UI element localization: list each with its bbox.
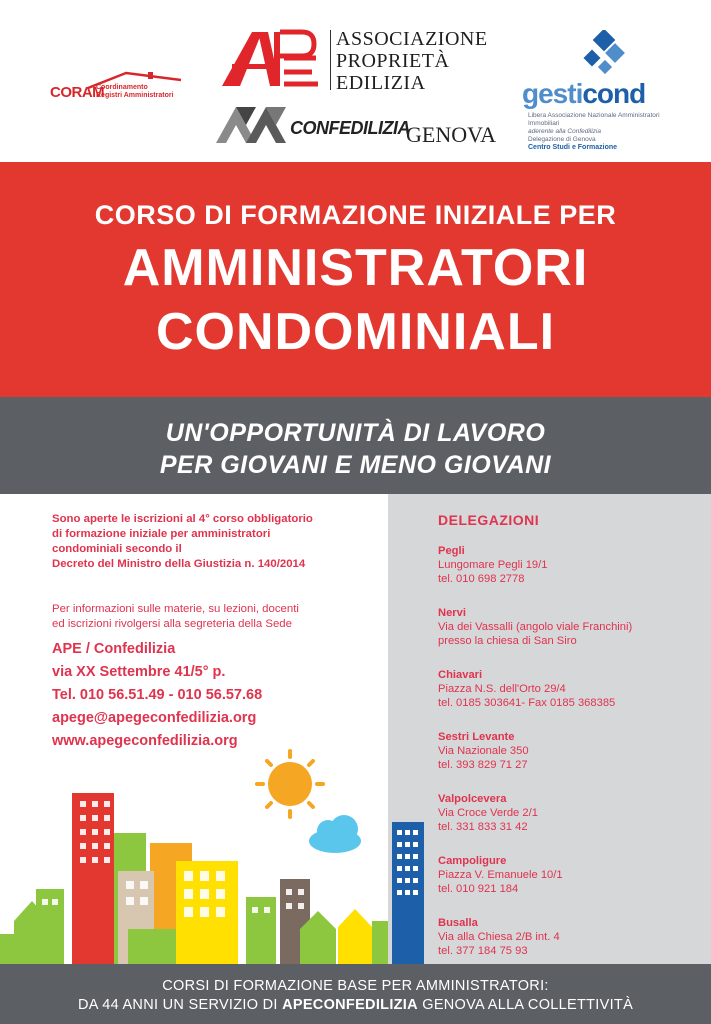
intro-line: Decreto del Ministro della Giustizia n. 140/2014 <box>52 558 306 570</box>
delegation-address: Via dei Vassalli (angolo viale Franchini) <box>438 621 633 633</box>
delegations-title: DELEGAZIONI <box>438 512 540 528</box>
delegation-address: Via alla Chiesa 2/B int. 4 <box>438 931 560 943</box>
banner-line1: CORSO DI FORMAZIONE INIZIALE PER <box>94 200 617 230</box>
gesticond-subtitle <box>528 112 668 152</box>
contact-org: APE / Confedilizia <box>52 641 176 657</box>
banner-line2: AMMINISTRATORI <box>122 239 589 297</box>
sun-icon <box>257 751 323 817</box>
delegation-address: Via Nazionale 350 <box>438 745 529 757</box>
intro-line: condominiali secondo il <box>52 543 182 555</box>
footer-line1: CORSI DI FORMAZIONE BASE PER AMMINISTRATORI: <box>162 978 549 994</box>
contact-phone: Tel. 010 56.51.49 - 010 56.57.68 <box>52 687 263 703</box>
coram-sub-line1: Coordinamento <box>96 84 148 91</box>
contact-website-link[interactable]: www.apegeconfedilizia.org <box>52 733 238 749</box>
logo-strip <box>0 0 711 162</box>
delegation-item <box>438 792 708 834</box>
delegations-panel <box>388 494 711 964</box>
delegation-phone: tel. 393 829 71 27 <box>438 759 528 771</box>
delegation-address: Lungomare Pegli 19/1 <box>438 559 548 571</box>
footer-band <box>0 964 711 1024</box>
footer-line2-bold: APECONFEDILIZIA <box>282 997 418 1013</box>
contact-address: via XX Settembre 41/5° p. <box>52 664 226 680</box>
coram-mark: CORAM <box>50 84 105 101</box>
ape-monogram-icon <box>218 28 322 88</box>
delegation-item <box>438 544 708 586</box>
intro-line: Sono aperte le iscrizioni al 4° corso obbligatorio <box>52 513 313 525</box>
info-line: Per informazioni sulle materie, su lezioni, docenti <box>52 603 299 615</box>
delegation-name: Sestri Levante <box>438 731 515 743</box>
delegation-item <box>438 854 708 896</box>
delegation-phone: tel. 0185 303641- Fax 0185 368385 <box>438 697 616 709</box>
footer-line2-pre: DA 44 ANNI UN SERVIZIO DI <box>77 997 283 1013</box>
gesticond-name-b: cond <box>582 78 646 109</box>
contact-block <box>52 638 262 753</box>
gesticond-sub3: Delegazione di Genova <box>528 136 596 143</box>
delegation-item <box>438 916 708 958</box>
cloud-icon <box>309 815 361 853</box>
delegation-note: presso la chiesa di San Siro <box>438 635 577 647</box>
course-info-panel <box>0 494 388 964</box>
contact-email-link[interactable]: apege@apegeconfedilizia.org <box>52 710 257 726</box>
info-paragraph <box>52 602 382 632</box>
intro-paragraph <box>52 512 382 572</box>
delegation-phone: tel. 377 184 75 93 <box>438 945 528 957</box>
tagline-line2: PER GIOVANI E MENO GIOVANI <box>159 451 552 479</box>
gesticond-sub1: Libera Associazione Nazionale Amministratori Immobiliari <box>528 112 660 127</box>
delegation-name: Valpolcevera <box>438 793 507 805</box>
delegation-name: Busalla <box>438 917 478 929</box>
intro-line: di formazione iniziale per amministratori <box>52 528 271 540</box>
gesticond-name-a: gesti <box>522 78 583 109</box>
delegation-item <box>438 668 708 710</box>
footer-line2-post: GENOVA ALLA COLLETTIVITÀ <box>417 997 634 1013</box>
delegation-item <box>438 606 708 648</box>
delegation-name: Chiavari <box>438 669 483 681</box>
city-illustration <box>0 749 388 964</box>
ape-line3: EDILIZIA <box>336 72 426 94</box>
info-line: ed iscrizioni rivolgersi alla segreteria della Sede <box>52 618 292 630</box>
delegation-name: Pegli <box>438 545 465 557</box>
banner-line3: CONDOMINIALI <box>155 303 556 361</box>
gesticond-name <box>522 78 645 110</box>
delegation-address: Piazza V. Emanuele 10/1 <box>438 869 563 881</box>
ape-divider <box>330 30 331 90</box>
blue-building-illustration <box>392 822 424 964</box>
coram-subtitle <box>96 84 174 100</box>
delegation-address: Piazza N.S. dell'Orto 29/4 <box>438 683 566 695</box>
footer-line2 <box>0 997 711 1013</box>
confedilizia-name: CONFEDILIZIA <box>290 118 410 138</box>
delegation-name: Nervi <box>438 607 466 619</box>
ape-line2: PROPRIETÀ <box>336 50 450 72</box>
tagline-line1: UN'OPPORTUNITÀ DI LAVORO <box>165 419 546 447</box>
ape-line1: ASSOCIAZIONE <box>336 28 488 50</box>
delegation-phone: tel. 331 833 31 42 <box>438 821 528 833</box>
tagline-band <box>0 397 711 494</box>
confedilizia-city: GENOVA <box>406 122 497 147</box>
delegation-name: Campoligure <box>438 855 507 867</box>
gesticond-sub2: aderente alla Confedilizia <box>528 128 601 135</box>
delegation-phone: tel. 010 698 2778 <box>438 573 525 585</box>
delegation-item <box>438 730 708 772</box>
delegation-address: Via Croce Verde 2/1 <box>438 807 538 819</box>
delegation-phone: tel. 010 921 184 <box>438 883 519 895</box>
coram-sub-line2: Registri Amministratori <box>96 92 174 99</box>
coram-logo <box>50 70 190 120</box>
gesticond-sub4: Centro Studi e Formazione <box>528 144 618 151</box>
ape-name <box>336 28 488 94</box>
title-banner <box>0 162 711 397</box>
